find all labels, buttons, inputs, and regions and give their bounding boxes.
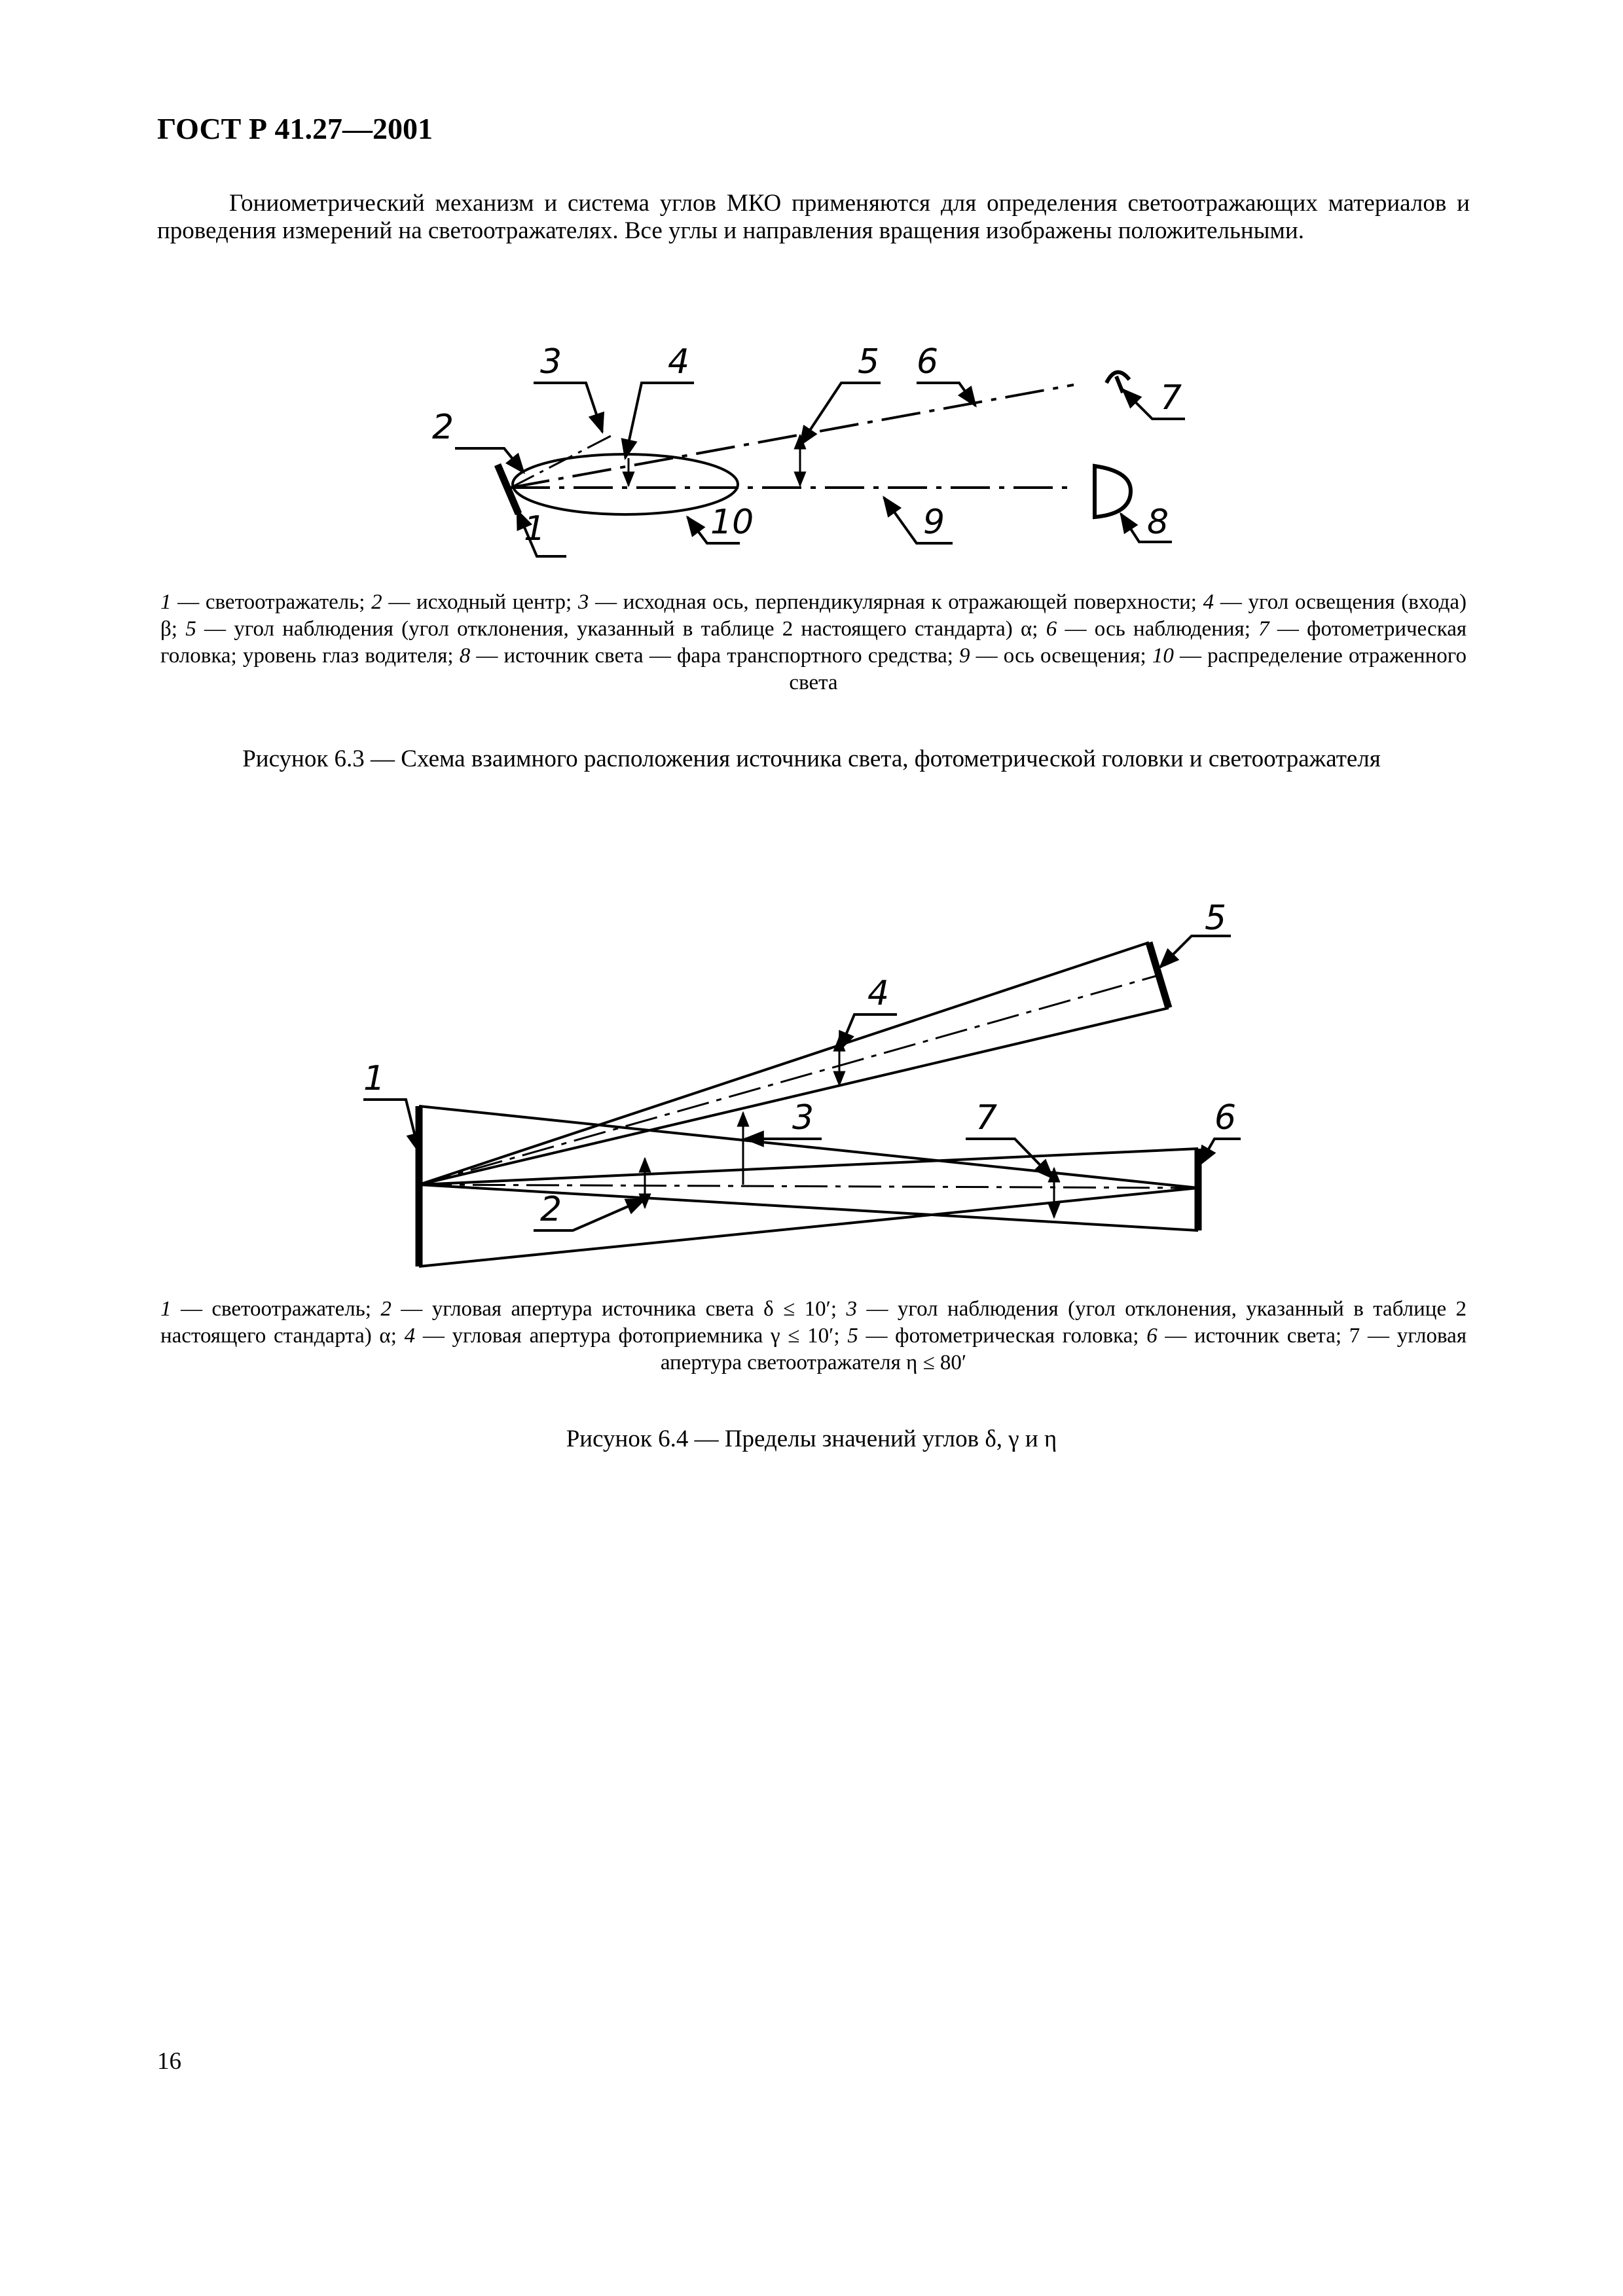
fig3-label-2: 2 — [432, 408, 454, 447]
fig4-label-5: 5 — [1205, 899, 1227, 938]
figure-6-3-legend: 1 — светоотражатель; 2 — исходный центр; 3 — исходная ось, перпендикулярная к отражающей поверхности; 4 — угол освещения (входа) β; 5 — угол наблюдения (угол отклонения, указанный в таблице 2 настоящего стандарта) α; 6 — ось наблюдения; 7 — фотометрическая головка; уровень глаз водителя; 8 — источник света — фара транспортного средства; 9 — ось освещения; 10 — распределение отраженного света — [160, 590, 1467, 694]
figure-6-4-labels — [363, 899, 1236, 1229]
fig4-label-4: 4 — [867, 974, 890, 1013]
fig3-label-10: 10 — [710, 503, 754, 542]
figure-6-3-title: Рисунок 6.3 — Схема взаимного расположения источника света, фотометрической головки и светоотражателя — [242, 745, 1381, 772]
fig3-label-7: 7 — [1160, 378, 1182, 418]
fig3-legend-num: 1 — [160, 590, 172, 614]
fig4-label-3: 3 — [792, 1098, 814, 1138]
figure-6-3-diagram — [455, 372, 1185, 556]
fig4-label-2: 2 — [540, 1190, 562, 1229]
figure-6-4-legend: 1 — светоотражатель; 2 — угловая апертура источника света δ ≤ 10′; 3 — угол наблюдения (угол отклонения, указанный в таблице 2 настоящего стандарта) α; 4 — угловая апертура фотоприемника γ ≤ 10′; 5 — фотометрическая головка; 6 — источник света; 7 — угловая апертура светоотражателя η ≤ 80′ — [160, 1297, 1467, 1374]
fig3-label-5: 5 — [858, 342, 880, 382]
figure-6-4-title: Рисунок 6.4 — Пределы значений углов δ, γ и η — [566, 1426, 1057, 1452]
page-number: 16 — [157, 2048, 181, 2075]
fig3-label-8: 8 — [1147, 503, 1169, 542]
fig3-label-4: 4 — [668, 342, 690, 382]
fig3-label-9: 9 — [923, 503, 945, 542]
fig4-label-7: 7 — [976, 1098, 998, 1138]
fig3-label-3: 3 — [540, 342, 562, 382]
fig3-distribution-ellipse — [513, 454, 738, 514]
fig3-label-6: 6 — [917, 342, 939, 382]
fig3-label-1: 1 — [524, 509, 546, 548]
fig4-label-1: 1 — [363, 1059, 386, 1098]
fig3-headlamp — [1095, 466, 1131, 517]
figure-6-3-labels — [432, 342, 1182, 548]
fig3-observation-axis — [511, 385, 1074, 488]
intro-paragraph: Гониометрический механизм и система углов МКО применяются для определения светоотражающих материалов и проведения измерений на светоотражателях. Все углы и направления вращения изображены положительными. — [157, 190, 1470, 244]
fig4-label-6: 6 — [1214, 1098, 1237, 1138]
document-header: ГОСТ Р 41.27—2001 — [157, 112, 433, 145]
